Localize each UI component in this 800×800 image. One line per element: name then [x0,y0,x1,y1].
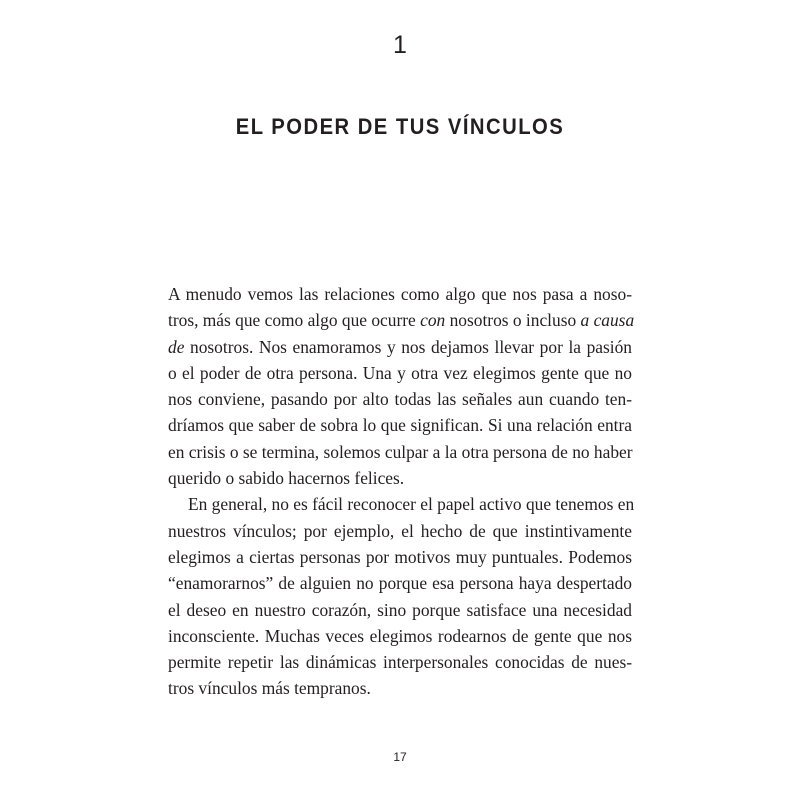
italic-span: a causa [580,310,635,331]
text-line: dríamos que saber de sobra lo que significan. Si una relación entra [168,415,632,436]
chapter-title: EL PODER DE TUS VÍNCULOS [235,114,565,139]
text-line: en crisis o se termina, solemos culpar a la otra persona de no haber [168,441,633,462]
text-line: A menudo vemos las relaciones como algo que nos pasa a noso- [168,284,632,304]
chapter-body [168,281,635,702]
text-line: nuestros vínculos; por ejemplo, el hecho de que instintivamente [168,520,632,541]
text-line: tros vínculos más tempranos. [168,678,371,699]
text-line: el deseo en nuestro corazón, sino porque satisface una necesidad [168,599,632,620]
text-line: permite repetir las dinámicas interpersonales conocidas de nues- [168,652,632,673]
text-line [168,334,632,360]
italic-span: con [420,310,446,331]
text-span: nosotros o incluso [449,310,577,331]
text-line: En general, no es fácil reconocer el papel activo que tenemos en [188,494,635,515]
italic-span: de [168,336,185,357]
paragraph-1 [168,281,635,491]
text-span: tros, más que como algo que ocurre [168,310,416,331]
chapter-number: 1 [393,31,407,59]
text-line: querido o sabido hacernos felices. [168,468,405,489]
page-number: 17 [393,750,407,764]
text-line: o el poder de otra persona. Una y otra vez elegimos gente que no [168,362,632,383]
text-line: inconsciente. Muchas veces elegimos rodearnos de gente que nos [168,625,632,646]
text-line [168,307,635,333]
paragraph-2 [168,491,635,701]
text-line: elegimos a ciertas personas por motivos muy puntuales. Podemos [168,546,632,567]
text-span: nosotros. Nos enamoramos y nos dejamos llevar por la pasión [190,336,632,357]
text-line: nos conviene, pasando por alto todas las señales aun cuando ten- [168,389,632,410]
text-line: “enamorarnos” de alguien no porque esa persona haya despertado [168,573,632,594]
